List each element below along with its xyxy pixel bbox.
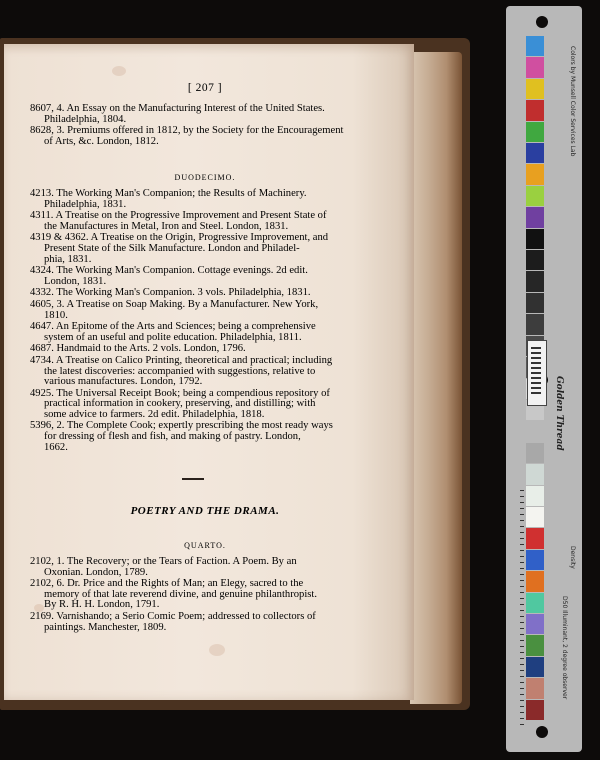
color-swatch bbox=[526, 507, 544, 527]
section-heading-duodecimo: DUODECIMO. bbox=[174, 173, 236, 182]
entry-number: 4324. bbox=[30, 265, 54, 277]
color-swatch bbox=[526, 421, 544, 441]
duodecimo-entry-list bbox=[30, 189, 360, 454]
catalog-entry bbox=[30, 344, 360, 355]
entry-title: The Working Man's Companion. Cottage evenings. 2d edit. bbox=[56, 265, 308, 277]
color-swatch bbox=[526, 678, 544, 698]
card-ruler bbox=[520, 490, 524, 730]
entry-continuation: phia, 1831. bbox=[44, 253, 92, 265]
color-swatch bbox=[526, 271, 544, 291]
color-swatch bbox=[526, 700, 544, 720]
entry-number: 4647. bbox=[30, 321, 54, 333]
entry-title: A Treatise on the Origin, Progressive Improvement, and bbox=[90, 232, 329, 244]
top-entry-list bbox=[30, 104, 360, 148]
catalog-entry bbox=[30, 557, 360, 578]
color-swatch bbox=[526, 36, 544, 56]
entry-continuation: various manufactures. London, 1792. bbox=[44, 376, 203, 388]
catalog-entry bbox=[30, 421, 360, 453]
color-swatch bbox=[526, 143, 544, 163]
entry-continuation: London, 1831. bbox=[44, 275, 107, 287]
catalog-entry bbox=[30, 322, 360, 343]
color-swatch bbox=[526, 79, 544, 99]
entry-continuation: 1810. bbox=[44, 309, 68, 321]
entry-number: 4605, 3. bbox=[30, 298, 65, 310]
entry-number: 4332. bbox=[30, 287, 54, 299]
entry-continuation: Philadelphia, 1804. bbox=[44, 113, 127, 125]
catalog-entry bbox=[30, 300, 360, 321]
entry-number: 8607, 4. bbox=[30, 103, 65, 114]
entry-title: Handmaid to the Arts. 2 vols. London, 1796. bbox=[56, 343, 246, 355]
entry-number: 2102, 1. bbox=[30, 556, 65, 567]
card-illuminant-text: D50 Illuminant, 2 degree observer bbox=[561, 596, 568, 700]
entry-title: An Epitome of the Arts and Sciences; being a comprehensive bbox=[55, 321, 316, 333]
entry-number: 4319 & 4362. bbox=[30, 232, 89, 244]
catalog-entry bbox=[30, 126, 360, 147]
color-swatch bbox=[526, 593, 544, 613]
catalog-entry bbox=[30, 389, 360, 421]
entry-continuation: By R. H. H. London, 1791. bbox=[44, 599, 160, 611]
catalog-entry bbox=[30, 104, 360, 125]
color-swatch bbox=[526, 57, 544, 77]
color-swatch bbox=[526, 207, 544, 227]
section-heading-quarto: QUARTO. bbox=[184, 541, 226, 550]
entry-number: 2102, 6. bbox=[30, 578, 65, 590]
entry-title: A Treatise on Calico Printing, theoretical and practical; including bbox=[55, 354, 333, 366]
entry-number: 4734. bbox=[30, 354, 54, 366]
entry-title: Premiums offered in 1812, by the Society for the Encouragement bbox=[67, 125, 344, 137]
catalog-entry bbox=[30, 612, 360, 633]
entry-continuation: Present State of the Silk Manufacture. London and Philadel- bbox=[44, 242, 300, 254]
color-swatch bbox=[526, 550, 544, 570]
entry-continuation: Philadelphia, 1831. bbox=[44, 198, 127, 210]
color-swatch bbox=[526, 528, 544, 548]
barcode-label bbox=[527, 340, 547, 406]
color-swatch bbox=[526, 464, 544, 484]
catalog-entry bbox=[30, 288, 360, 299]
card-hole bbox=[536, 726, 548, 738]
entry-number: 4311. bbox=[30, 210, 54, 222]
color-swatch bbox=[526, 100, 544, 120]
color-swatch bbox=[526, 314, 544, 334]
section-heading-poetry: POETRY AND THE DRAMA. bbox=[130, 505, 280, 517]
entry-continuation: system of an useful and polite education. Philadelphia, 1811. bbox=[44, 331, 302, 343]
entry-continuation: the latest discoveries: accompanied with suggestions, relative to bbox=[44, 365, 316, 377]
color-swatch bbox=[526, 443, 544, 463]
catalog-entry bbox=[30, 189, 360, 210]
entry-continuation: the Manufactures in Metal, Iron and Steel. London, 1831. bbox=[44, 220, 289, 232]
entry-title: A Treatise on Soap Making. By a Manufacturer. New York, bbox=[66, 298, 319, 310]
color-swatch bbox=[526, 164, 544, 184]
color-swatch bbox=[526, 571, 544, 591]
color-swatch bbox=[526, 614, 544, 634]
page-edges bbox=[410, 52, 462, 704]
color-swatch bbox=[526, 486, 544, 506]
entry-number: 4213. bbox=[30, 188, 54, 199]
card-label-text: Golden Thread bbox=[554, 376, 564, 451]
card-brand-text: Colors by Munsell Color Services Lab bbox=[569, 46, 576, 157]
color-swatch bbox=[526, 250, 544, 270]
stain bbox=[209, 644, 225, 656]
entry-continuation: for dressing of flesh and fish, and making of pastry. London, bbox=[44, 431, 301, 443]
entry-number: 2169. bbox=[30, 610, 54, 622]
entry-number: 4925. bbox=[30, 387, 54, 399]
section-divider bbox=[182, 478, 204, 480]
color-swatch bbox=[526, 186, 544, 206]
color-swatch bbox=[526, 635, 544, 655]
entry-title: Varnishando; a Serio Comic Poem; addressed to collectors of bbox=[56, 610, 316, 622]
color-swatch bbox=[526, 657, 544, 677]
entry-number: 5396, 2. bbox=[30, 420, 65, 432]
color-swatch bbox=[526, 229, 544, 249]
entry-title: The Recovery; or the Tears of Faction. A Poem. By an bbox=[66, 556, 297, 567]
catalog-entry bbox=[30, 356, 360, 388]
card-density-text: Density bbox=[569, 546, 576, 569]
entry-title: The Working Man's Companion. 3 vols. Philadelphia, 1831. bbox=[56, 287, 311, 299]
entry-number: 4687. bbox=[30, 343, 54, 355]
entry-title: The Universal Receipt Book; being a compendious repository of bbox=[56, 387, 330, 399]
catalog-entry bbox=[30, 579, 360, 611]
entry-continuation: paintings. Manchester, 1809. bbox=[44, 621, 167, 633]
quarto-entry-list bbox=[30, 557, 360, 634]
card-hole bbox=[536, 16, 548, 28]
entry-title: A Treatise on the Progressive Improvement and Present State of bbox=[55, 210, 327, 222]
entry-title: Dr. Price and the Rights of Man; an Elegy, sacred to the bbox=[67, 578, 304, 590]
entry-continuation: 1662. bbox=[44, 441, 68, 453]
catalog-entry bbox=[30, 233, 360, 265]
page-number: [ 207 ] bbox=[187, 82, 223, 94]
entry-title: The Working Man's Companion; the Results of Machinery. bbox=[56, 188, 307, 199]
entry-continuation: memory of that late reverend divine, and genuine philanthropist. bbox=[44, 588, 318, 600]
catalog-entry bbox=[30, 266, 360, 287]
entry-continuation: some advice to farmers. 2d edit. Philadelphia, 1818. bbox=[44, 408, 265, 420]
entry-title: An Essay on the Manufacturing Interest of the United States. bbox=[66, 103, 325, 114]
color-swatch bbox=[526, 293, 544, 313]
entry-continuation: Oxonian. London, 1789. bbox=[44, 566, 148, 578]
stain bbox=[112, 66, 126, 76]
entry-number: 8628, 3. bbox=[30, 125, 65, 137]
entry-continuation: practical information in cookery, preserving, and distilling; with bbox=[44, 398, 316, 410]
entry-continuation: of Arts, &c. London, 1812. bbox=[44, 135, 159, 147]
entry-title: The Complete Cook; expertly prescribing the most ready ways bbox=[66, 420, 333, 432]
catalog-entry bbox=[30, 211, 360, 232]
color-swatch bbox=[526, 122, 544, 142]
